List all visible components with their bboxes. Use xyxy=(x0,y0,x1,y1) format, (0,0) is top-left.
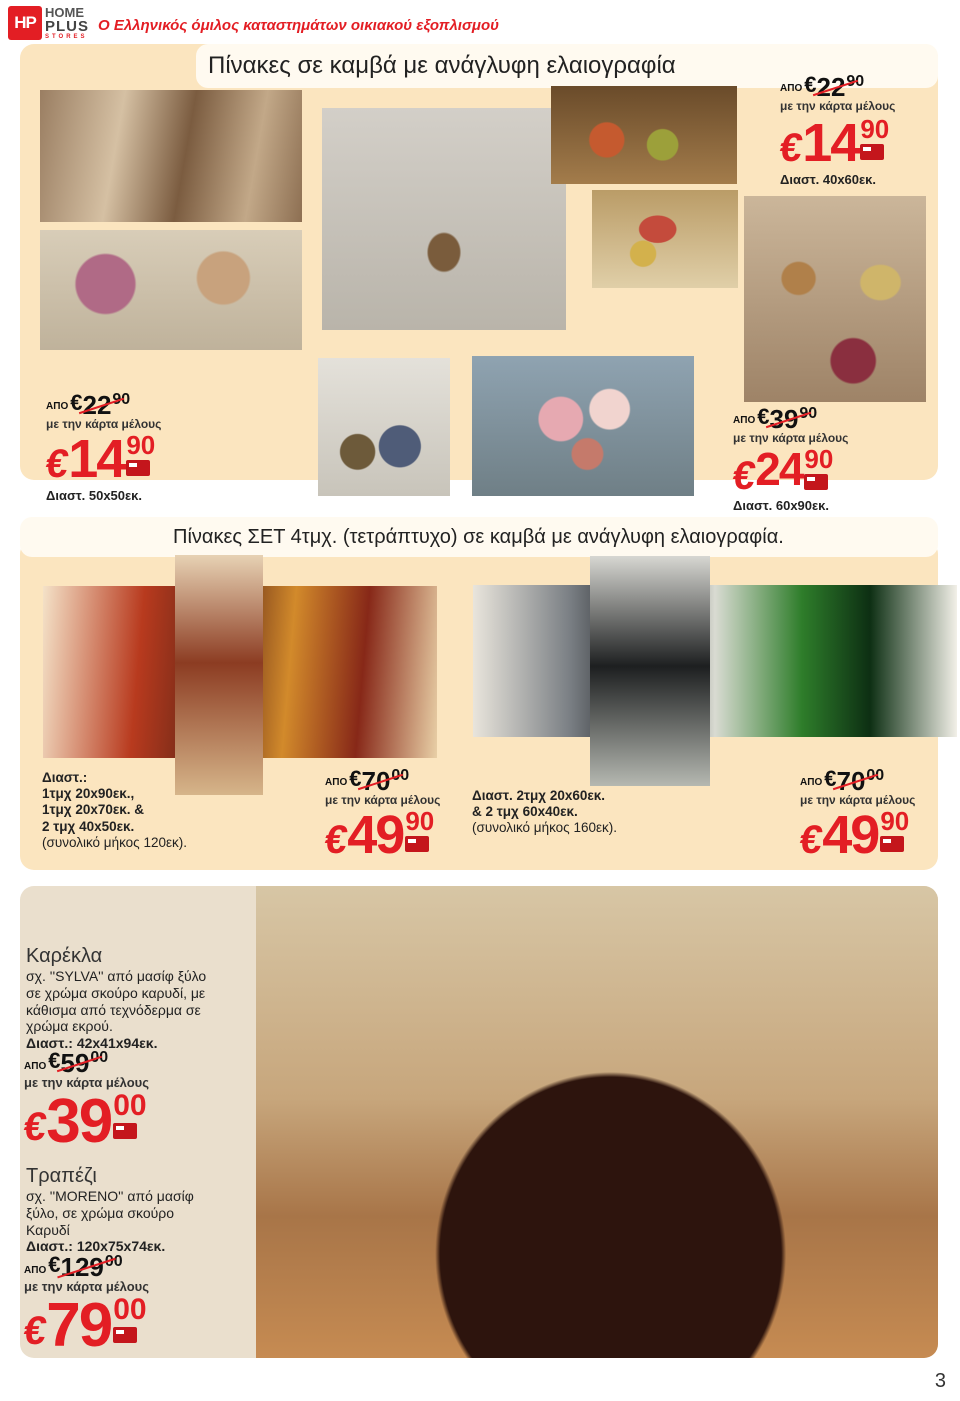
euro-icon: € xyxy=(349,766,362,791)
section2-title: Πίνακες ΣΕΤ 4τμχ. (τετράπτυχο) σε καμβά με ανάγλυφη ελαιογραφία. xyxy=(20,517,938,557)
table-line1: σχ. ''MORENO'' από μασίφ xyxy=(26,1188,194,1204)
new-price-int: 49 xyxy=(822,805,879,865)
new-price-dec: 90 xyxy=(860,114,890,144)
price-block-set2 xyxy=(796,766,916,865)
new-price-int: 39 xyxy=(46,1087,112,1156)
set1-line4: 2 τμχ 40x50εκ. xyxy=(42,818,135,834)
new-price-dec: 90 xyxy=(880,806,910,836)
new-price-int: 24 xyxy=(755,443,803,495)
table-line2: ξύλο, σε χρώμα σκούρο xyxy=(26,1204,175,1221)
price-block-50x50 xyxy=(42,390,162,503)
old-price xyxy=(24,1254,149,1280)
old-price-int: 39 xyxy=(769,404,799,434)
new-price xyxy=(20,1291,149,1360)
old-price-dec: 90 xyxy=(112,391,131,408)
member-card-icon xyxy=(113,1123,137,1139)
price-block-40x60 xyxy=(776,72,896,187)
member-card-icon xyxy=(113,1327,137,1343)
painting-set-warm-panel-image xyxy=(175,555,263,795)
set2-description xyxy=(472,788,617,837)
new-price xyxy=(20,1087,149,1156)
euro-icon: € xyxy=(42,442,72,486)
painting-flowers-image xyxy=(40,230,302,350)
new-price xyxy=(321,805,440,865)
euro-icon: € xyxy=(824,766,837,791)
chair-line2: σε χρώμα σκούρο καρυδί, με xyxy=(26,984,206,1001)
table-title: Τραπέζι xyxy=(26,1165,97,1187)
table-line3: Καρυδί xyxy=(26,1221,70,1238)
painting-set-green-panel-image xyxy=(590,556,710,786)
old-price-int: 59 xyxy=(60,1048,90,1078)
old-price xyxy=(780,74,895,100)
table-description xyxy=(26,1164,194,1255)
chair-description xyxy=(26,944,206,1052)
set1-line3: 1τμχ 20x70εκ. & xyxy=(42,802,145,818)
old-price-int: 129 xyxy=(60,1252,104,1282)
member-card-label: με την κάρτα μέλους xyxy=(733,431,849,445)
logo-stores-text: STORES xyxy=(45,34,88,40)
new-price-int: 79 xyxy=(46,1291,112,1360)
member-card-icon xyxy=(804,474,828,490)
painting-two-vases-image xyxy=(318,358,450,496)
old-price-int: 70 xyxy=(836,766,866,796)
set1-dim-label: Διαστ.: xyxy=(42,770,88,785)
old-price-dec: 00 xyxy=(90,1049,109,1066)
new-price-dec: 00 xyxy=(113,1089,147,1122)
set2-line2: & 2 τμχ 60x40εκ. xyxy=(472,804,578,820)
painting-branch-vase-image xyxy=(322,108,566,330)
old-price-dec: 00 xyxy=(104,1253,123,1270)
old-price xyxy=(46,392,161,418)
new-price xyxy=(796,805,915,865)
old-price-dec: 00 xyxy=(866,767,885,784)
new-price-int: 14 xyxy=(802,113,859,173)
section1-title: Πίνακες σε καμβά με ανάγλυφη ελαιογραφία xyxy=(196,44,938,88)
painting-watermelon-image xyxy=(592,190,738,288)
member-card-label: με την κάρτα μέλους xyxy=(46,417,162,431)
member-card-label: με την κάρτα μέλους xyxy=(800,793,916,807)
price-block-set1 xyxy=(321,766,441,865)
member-card-label: με την κάρτα μέλους xyxy=(24,1075,150,1090)
euro-icon: € xyxy=(48,1048,61,1073)
logo-home-text: HOME xyxy=(45,5,84,20)
price-block-table xyxy=(20,1252,150,1360)
member-card-icon xyxy=(405,836,429,852)
old-price xyxy=(24,1050,149,1076)
euro-icon: € xyxy=(729,454,759,498)
set1-line2: 1τμχ 20x90εκ., xyxy=(42,786,135,802)
set2-line3: (συνολικό μήκος 160εκ). xyxy=(472,820,617,836)
new-price-dec: 00 xyxy=(113,1293,147,1326)
member-card-label: με την κάρτα μέλους xyxy=(325,793,441,807)
old-price xyxy=(325,768,440,794)
member-card-label: με την κάρτα μέλους xyxy=(24,1279,150,1294)
new-price xyxy=(42,429,161,489)
painting-fruit-bowl-image xyxy=(551,86,737,184)
euro-icon: € xyxy=(321,818,351,862)
new-price xyxy=(729,443,848,498)
euro-icon: € xyxy=(20,1105,50,1149)
new-price xyxy=(776,113,895,173)
euro-icon: € xyxy=(796,818,826,862)
table-dimensions: Διαστ.: 120x75x74εκ. xyxy=(26,1238,166,1255)
new-price-dec: 90 xyxy=(804,444,834,474)
chair-line1: σχ. ''SYLVA'' από μασίφ ξύλο xyxy=(26,968,207,984)
price-block-60x90 xyxy=(729,404,849,513)
new-price-int: 14 xyxy=(68,429,125,489)
old-price-dec: 90 xyxy=(846,73,865,90)
painting-set-green-image xyxy=(473,585,957,737)
euro-icon: € xyxy=(757,404,770,429)
tagline: Ο Ελληνικός όμιλος καταστημάτων οικιακού εξοπλισμού xyxy=(98,17,500,34)
apo-label: ΑΠΟ xyxy=(780,83,803,94)
old-price-int: 22 xyxy=(82,390,112,420)
new-price-dec: 90 xyxy=(405,806,435,836)
new-price-dec: 90 xyxy=(126,430,156,460)
painting-roses-image xyxy=(472,356,694,496)
dimensions: Διαστ. 50x50εκ. xyxy=(46,488,143,503)
chair-line4: χρώμα εκρού. xyxy=(26,1018,113,1035)
set2-line1: Διαστ. 2τμχ 20x60εκ. xyxy=(472,788,606,803)
apo-label: ΑΠΟ xyxy=(46,401,69,412)
logo xyxy=(8,6,89,40)
euro-icon: € xyxy=(804,72,817,97)
old-price-int: 70 xyxy=(361,766,391,796)
euro-icon: € xyxy=(776,126,806,170)
old-price-dec: 00 xyxy=(391,767,410,784)
member-card-label: με την κάρτα μέλους xyxy=(780,99,896,113)
new-price-int: 49 xyxy=(347,805,404,865)
old-price xyxy=(800,768,915,794)
chair-line3: κάθισμα από τεχνόδερμα σε xyxy=(26,1001,201,1018)
painting-abstract-image xyxy=(40,90,302,222)
chair-dimensions: Διαστ.: 42x41x94εκ. xyxy=(26,1035,158,1052)
euro-icon: € xyxy=(20,1309,50,1353)
apo-label: ΑΠΟ xyxy=(800,777,823,788)
logo-hp-mark: HP xyxy=(8,6,42,40)
chair-title: Καρέκλα xyxy=(26,945,103,967)
member-card-icon xyxy=(126,460,150,476)
dining-set-image xyxy=(256,886,938,1358)
apo-label: ΑΠΟ xyxy=(733,415,756,426)
old-price-dec: 90 xyxy=(799,405,818,422)
logo-plus-text: PLUS xyxy=(45,18,90,35)
set1-description xyxy=(42,770,187,851)
euro-icon: € xyxy=(70,390,83,415)
page-number: 3 xyxy=(934,1370,946,1392)
apo-label: ΑΠΟ xyxy=(325,777,348,788)
painting-wine-still-life-image xyxy=(744,196,926,402)
apo-label: ΑΠΟ xyxy=(24,1265,47,1276)
dimensions: Διαστ. 40x60εκ. xyxy=(780,172,877,187)
member-card-icon xyxy=(880,836,904,852)
old-price-int: 22 xyxy=(816,72,846,102)
logo-wordmark xyxy=(45,6,89,40)
price-block-chair xyxy=(20,1048,150,1156)
apo-label: ΑΠΟ xyxy=(24,1061,47,1072)
set1-line5: (συνολικό μήκος 120εκ). xyxy=(42,834,187,850)
dimensions: Διαστ. 60x90εκ. xyxy=(733,498,830,513)
old-price xyxy=(733,406,848,432)
member-card-icon xyxy=(860,144,884,160)
euro-icon: € xyxy=(48,1252,61,1277)
